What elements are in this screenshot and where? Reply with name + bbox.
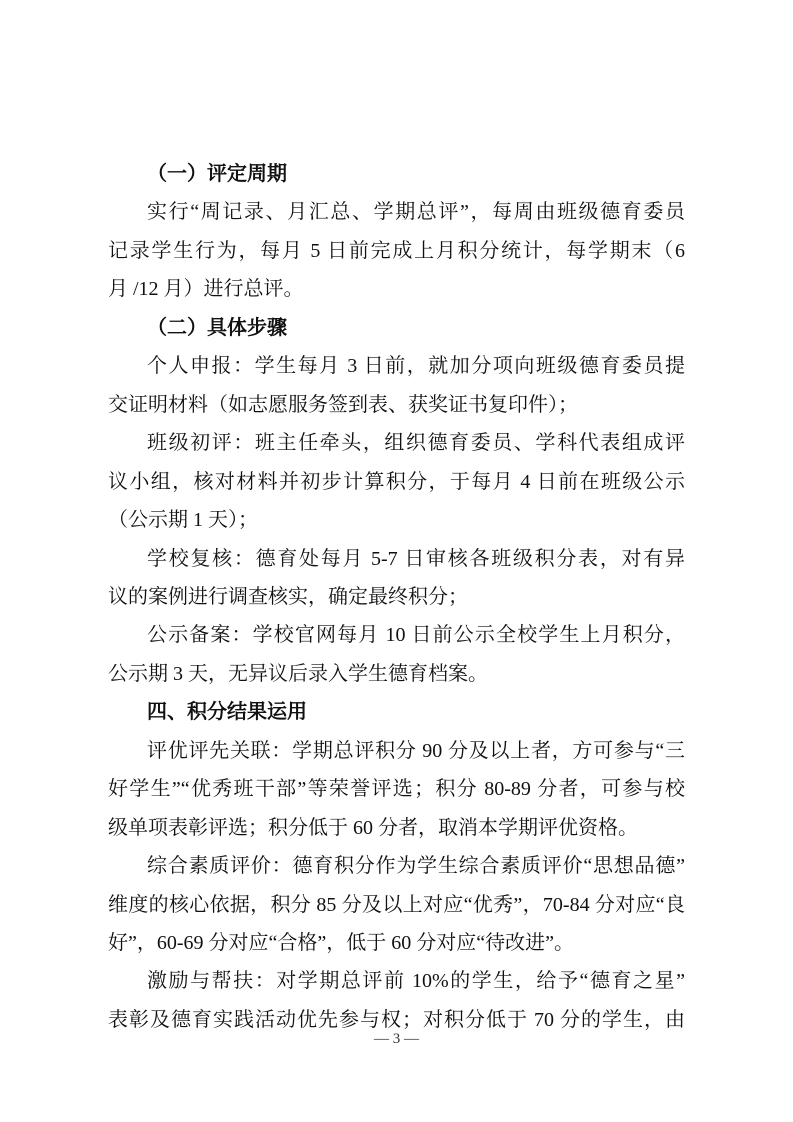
section-heading: （一）评定周期 [147,163,287,185]
body-text-line: 交证明材料（如志愿服务签到表、获奖证书复印件）； [108,393,578,416]
section-heading: 四、积分结果运用 [147,701,307,724]
body-text-line: （公示期 1 天）； [108,509,258,532]
body-text-line: 好学生”“优秀班干部”等荣誉评选；积分 80-89 分者，可参与校 [108,778,685,801]
body-text-line: 好”，60-69 分对应“合格”，低于 60 分对应“待改进”。 [108,932,575,954]
body-text-line: 评优评先关联：学期总评积分 90 分及以上者，方可参与“三 [147,739,685,762]
body-text-line: 学校复核：德育处每月 5-7 日审核各班级积分表，对有异 [147,547,685,570]
body-text-line: 综合素质评价：德育积分作为学生综合素质评价“思想品德” [147,855,685,878]
body-text-line: 维度的核心依据，积分 85 分及以上对应“优秀”，70-84 分对应“良 [108,893,685,916]
body-text-line: 班级初评：班主任牵头，组织德育委员、学科代表组成评 [147,432,685,455]
page-number: — 3 — [374,1031,419,1047]
body-text-line: 实行“周记录、月汇总、学期总评”，每周由班级德育委员 [147,201,685,224]
body-text-line: 表彰及德育实践活动优先参与权；对积分低于 70 分的学生，由 [108,1008,685,1031]
body-text-line: 级单项表彰评选；积分低于 60 分者，取消本学期评优资格。 [108,816,638,839]
body-text-line: 记录学生行为，每月 5 日前完成上月积分统计，每学期末（6 [108,239,685,262]
section-heading: （二）具体步骤 [147,316,287,339]
body-text-line: 月 /12 月）进行总评。 [108,278,304,301]
body-text-line: 议小组，核对材料并初步计算积分，于每月 4 日前在班级公示 [108,470,685,493]
body-text-line: 激励与帮扶：对学期总评前 10%的学生，给予“德育之星” [147,970,685,993]
body-text-line: 公示备案：学校官网每月 10 日前公示全校学生上月积分， [147,624,685,647]
body-text-line: 个人申报：学生每月 3 日前，就加分项向班级德育委员提 [147,355,685,378]
body-text-line: 议的案例进行调查核实，确定最终积分； [108,585,468,608]
body-text-line: 公示期 3 天，无异议后录入学生德育档案。 [108,662,488,685]
